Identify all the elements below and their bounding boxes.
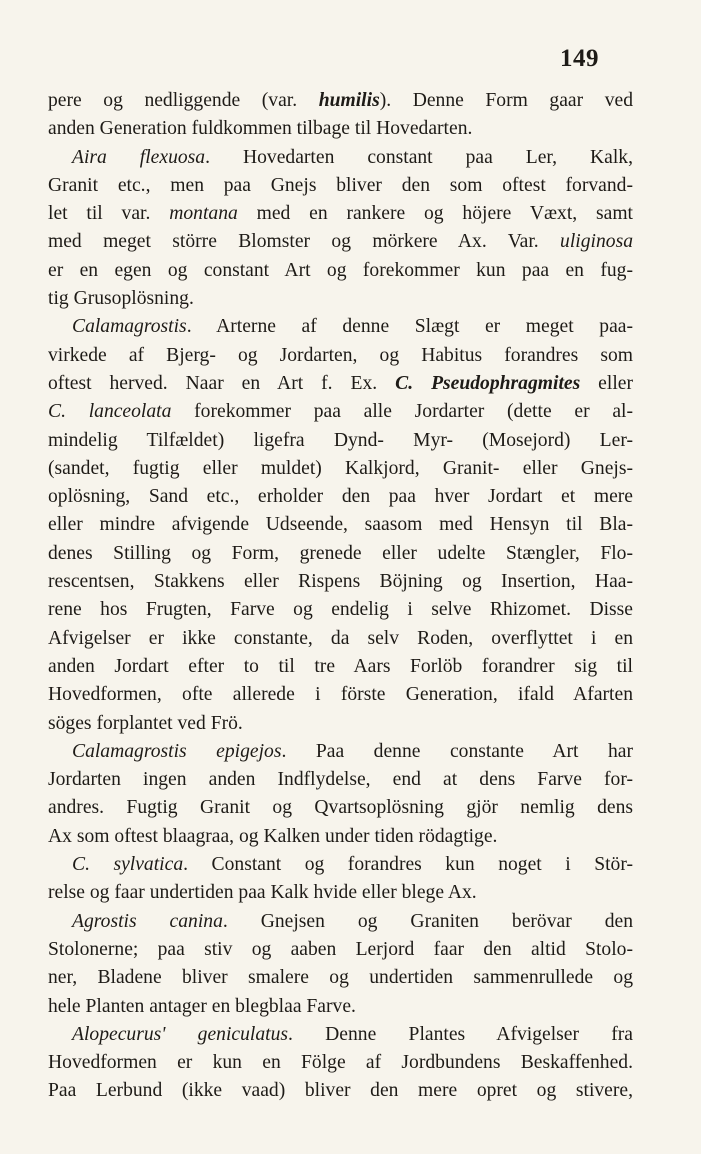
text-run: tig Grusoplösning. [48, 288, 194, 310]
text-run: . Hovedarten constant paa Ler, Kalk, [205, 146, 633, 168]
text-line [48, 625, 633, 653]
text-line [48, 823, 633, 851]
text-run: Granit etc., men paa Gnejs bliver den som oftest forvand- [48, 174, 633, 196]
text-run: . Constant og forandres kun noget i Stör- [183, 854, 633, 876]
text-run: Ax som oftest blaagraa, og Kalken under tiden rödagtige. [48, 825, 498, 847]
text-run: oplösning, Sand etc., erholder den paa hver Jordart et mere [48, 486, 633, 508]
text-run: . Gnejsen og Graniten berövar den [222, 910, 633, 932]
text-line [48, 908, 633, 936]
text-run: let til var. [48, 203, 170, 225]
text-line [48, 257, 633, 285]
text-line [48, 738, 633, 766]
text-line [48, 936, 633, 964]
text-line [48, 342, 633, 370]
page-number: 149 [560, 45, 599, 72]
text-line [48, 313, 633, 341]
text-line [48, 1049, 633, 1077]
text-run: relse og faar undertiden paa Kalk hvide eller blege Ax. [48, 882, 477, 904]
text-line [48, 285, 633, 313]
text-line [48, 879, 633, 907]
text-run: söges forplantet ved Frö. [48, 712, 243, 734]
text-line [48, 370, 633, 398]
text-line [48, 1021, 633, 1049]
text-line [48, 455, 633, 483]
text-line [48, 483, 633, 511]
text-line [48, 993, 633, 1021]
text-run: eller mindre afvigende Udseende, saasom med Hensyn til Bla- [48, 514, 633, 536]
text-line [48, 172, 633, 200]
text-run: ). Denne Form gaar ved [379, 90, 633, 111]
text-run: eller [580, 372, 633, 394]
text-run: forekommer paa alle Jordarter (dette er al- [171, 401, 633, 423]
text-line [48, 200, 633, 228]
italic-term: uliginosa [560, 231, 633, 253]
text-run: Paa Lerbund (ikke vaad) bliver den mere opret og stivere, [48, 1080, 633, 1102]
text-line [48, 653, 633, 681]
text-run: denes Stilling og Form, grenede eller udelte Stængler, Flo- [48, 542, 633, 564]
italic-term: Aira flexuosa [72, 146, 206, 168]
text-run: hele Planten antager en blegblaa Farve. [48, 995, 356, 1017]
text-run: rene hos Frugten, Farve og endelig i selve Rhizomet. Disse [48, 599, 633, 621]
text-run: Jordarten ingen anden Indflydelse, end at dens Farve for- [48, 769, 633, 791]
text-run: er en egen og constant Art og forekommer kun paa en fug- [48, 259, 633, 281]
text-line [48, 964, 633, 992]
text-run: andres. Fugtig Granit og Qvartsoplösning gjör nemlig dens [48, 797, 633, 819]
text-run: ner, Bladene bliver smalere og undertiden sammenrullede og [48, 967, 633, 989]
text-run: (sandet, fugtig eller muldet) Kalkjord, Granit- eller Gnejs- [48, 457, 633, 479]
text-run: Afvigelser er ikke constante, da selv Roden, overflyttet i en [48, 627, 633, 649]
text-run: . Denne Plantes Afvigelser fra [288, 1023, 633, 1045]
text-run: Hovedformen er kun en Fölge af Jordbundens Beskaffenhed. [48, 1052, 633, 1074]
text-line [48, 851, 633, 879]
text-run: virkede af Bjerg- og Jordarten, og Habitus forandres som [48, 344, 633, 366]
text-line [48, 540, 633, 568]
italic-term: C. lanceolata [48, 401, 172, 423]
text-line [48, 794, 633, 822]
text-run: anden Generation fuldkommen tilbage til Hovedarten. [48, 118, 473, 140]
text-run: oftest herved. Naar en Art f. Ex. [48, 372, 396, 394]
text-line [48, 710, 633, 738]
text-run: pere og nedliggende (var. [48, 90, 319, 111]
text-line [48, 681, 633, 709]
text-run: . Paa denne constante Art har [281, 740, 633, 762]
italic-term: Calamagrostis [72, 316, 187, 338]
italic-term: Calamagrostis epigejos [72, 740, 282, 762]
text-line [48, 766, 633, 794]
text-run: med en rankere og höjere Væxt, samt [237, 203, 634, 225]
text-line [48, 1077, 633, 1105]
italic-term: Agrostis canina [72, 910, 223, 932]
body-text [48, 87, 633, 1106]
italic-term: Alopecurus' geniculatus [72, 1023, 289, 1045]
italic-term: montana [169, 203, 238, 225]
text-run: rescentsen, Stakkens eller Rispens Böjning og Insertion, Haa- [48, 571, 633, 593]
text-line [48, 144, 633, 172]
text-line [48, 511, 633, 539]
italic-term: humilis [318, 90, 380, 111]
text-line [48, 568, 633, 596]
text-line [48, 398, 633, 426]
text-run: anden Jordart efter to til tre Aars Forlöb forandrer sig til [48, 655, 633, 677]
italic-term: C. sylvatica [72, 854, 184, 876]
text-run: . Arterne af denne Slægt er meget paa- [186, 316, 633, 338]
italic-term: C. Pseudophragmites [395, 372, 581, 394]
text-run: med meget större Blomster og mörkere Ax. Var. [48, 231, 561, 253]
text-line [48, 228, 633, 256]
text-run: Hovedformen, ofte allerede i förste Generation, ifald Afarten [48, 684, 633, 706]
text-line [48, 596, 633, 624]
text-line [48, 87, 633, 115]
text-run: Stolonerne; paa stiv og aaben Lerjord faar den altid Stolo- [48, 938, 633, 960]
text-line [48, 115, 633, 143]
text-run: mindelig Tilfældet) ligefra Dynd- Myr- (Mosejord) Ler- [48, 429, 633, 451]
text-line [48, 427, 633, 455]
